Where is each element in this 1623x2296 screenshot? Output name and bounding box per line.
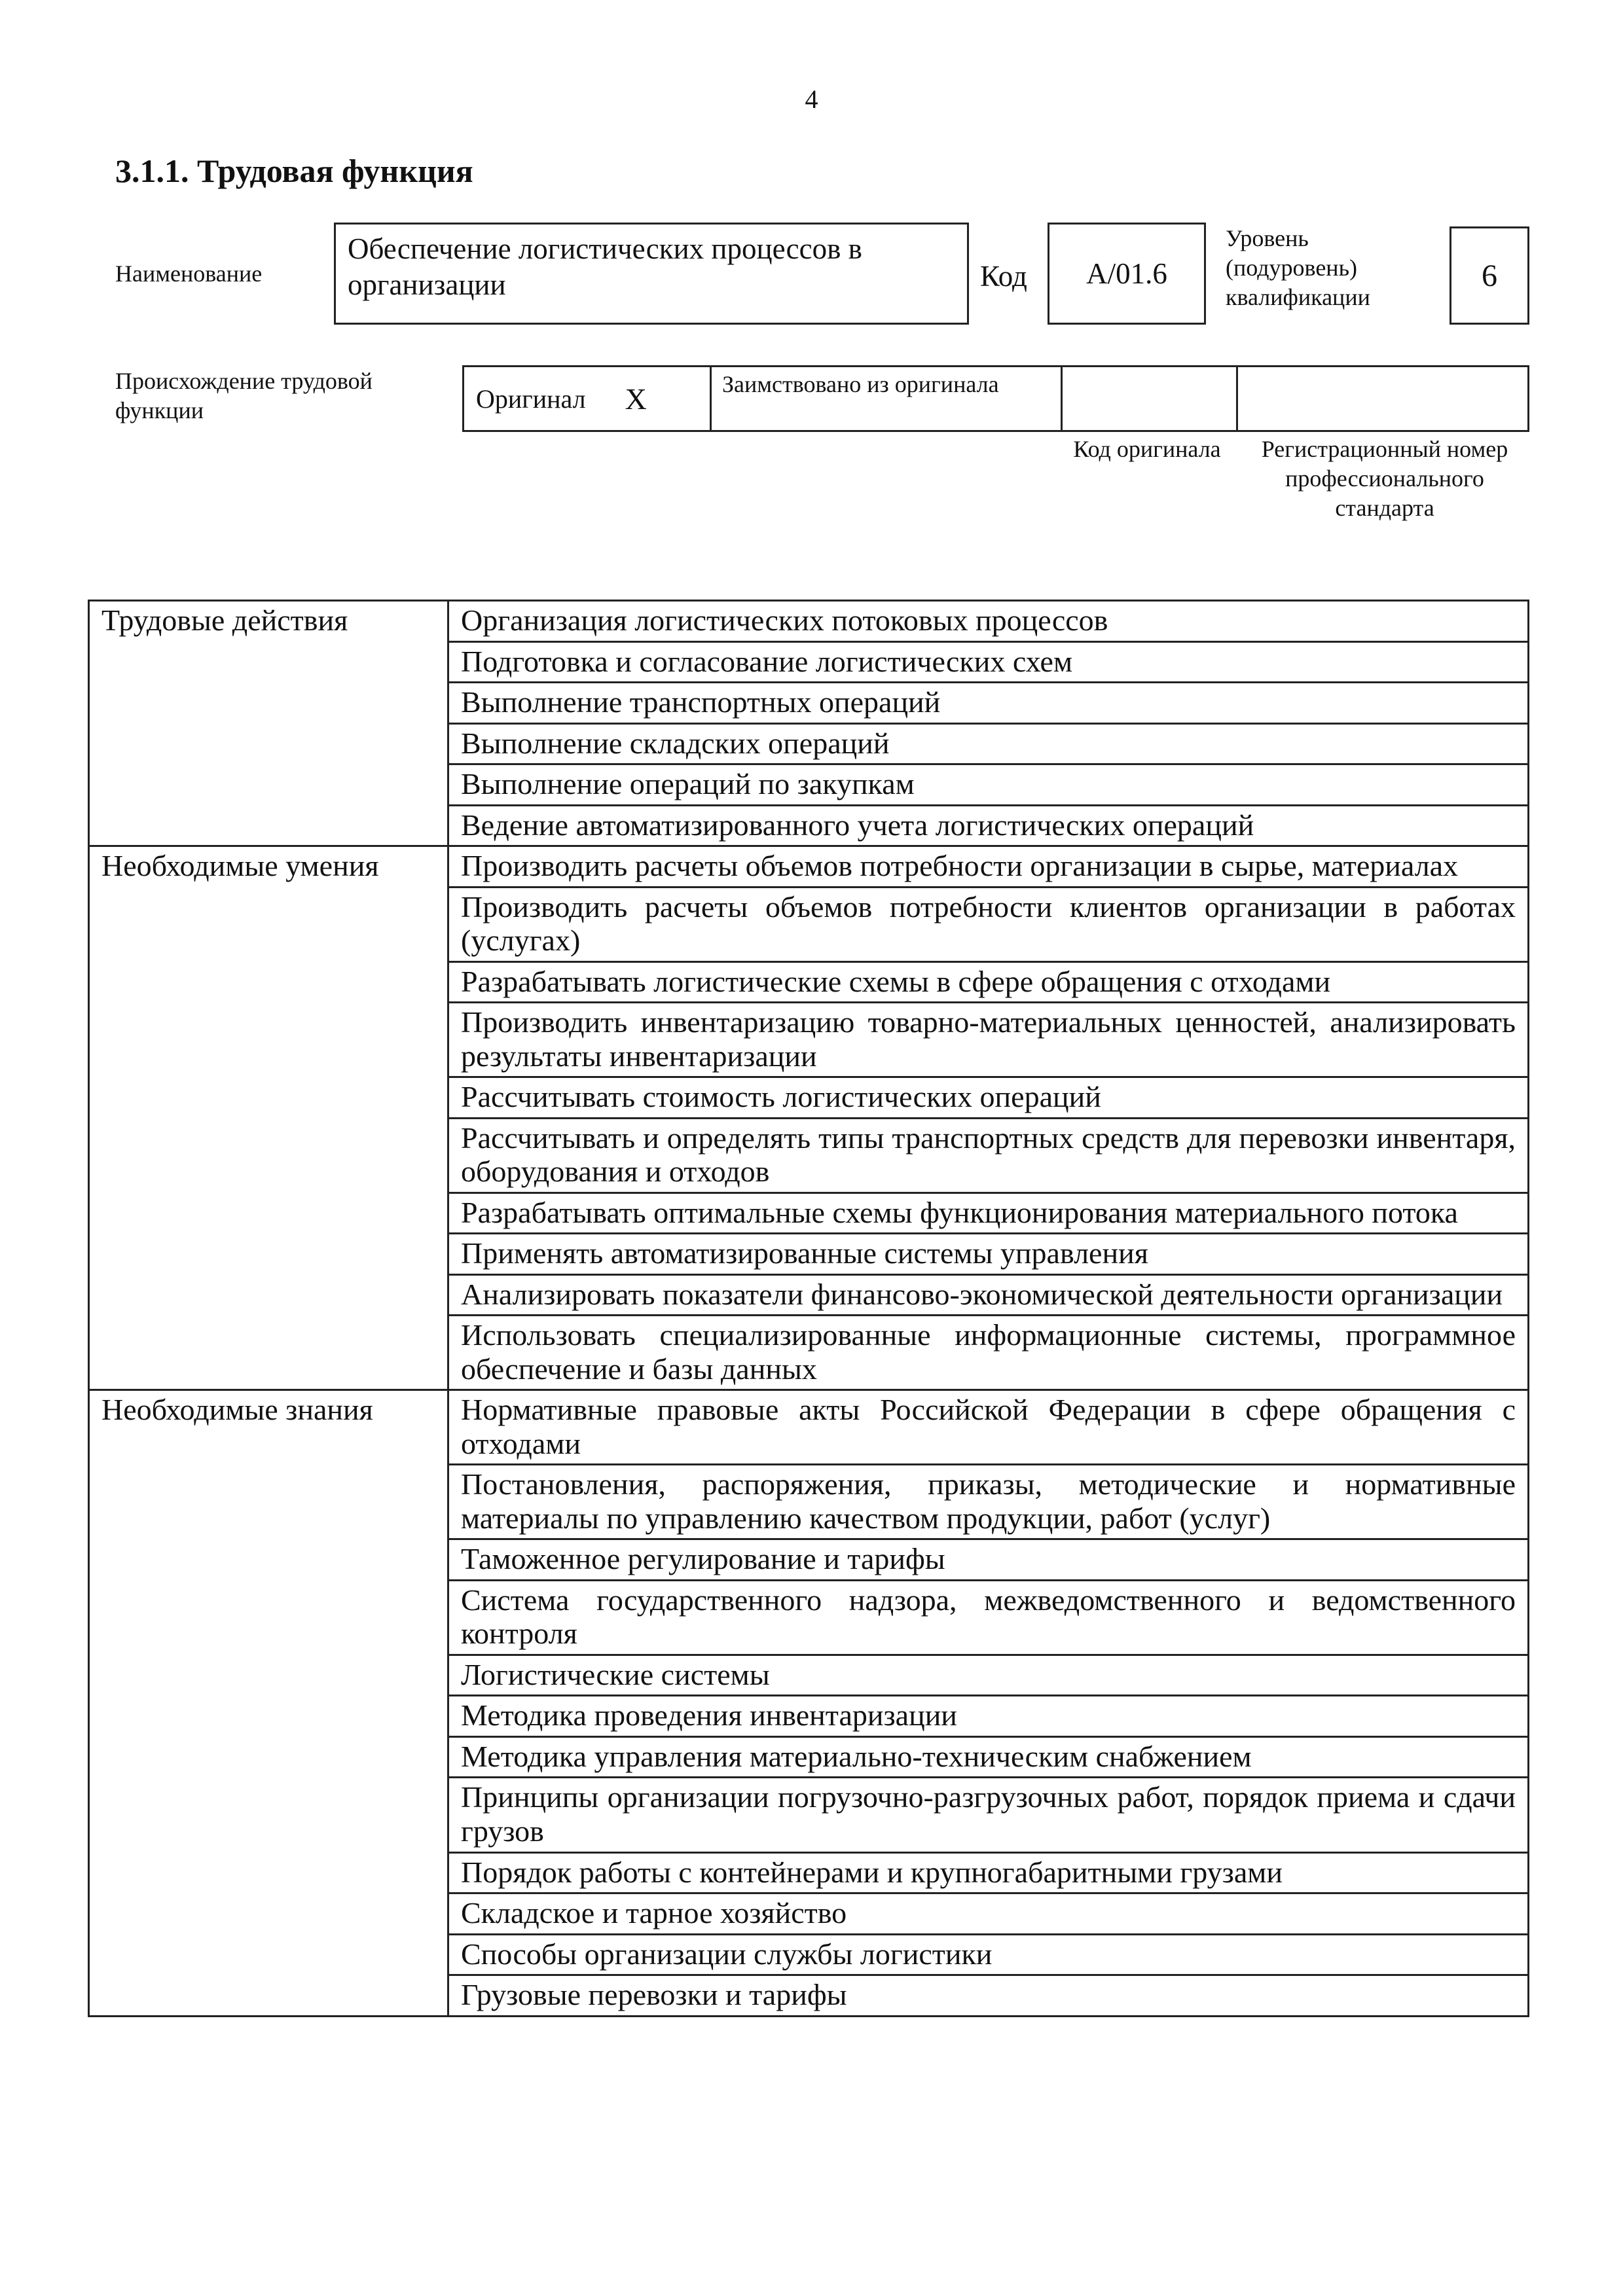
function-name-field: Обеспечение логистических процессов в организации <box>334 223 969 325</box>
section-item: Складское и тарное хозяйство <box>448 1893 1529 1935</box>
section-item: Использовать специализированные информационные системы, программное обеспечение и базы данных <box>448 1316 1529 1390</box>
origin-original-cell <box>464 367 712 430</box>
level-label: Уровень (подуровень) квалификации <box>1226 225 1370 310</box>
original-label: Оригинал <box>476 384 586 414</box>
section-item: Таможенное регулирование и тарифы <box>448 1539 1529 1581</box>
section-item: Подготовка и согласование логистических схем <box>448 641 1529 683</box>
section-item: Организация логистических потоковых процессов <box>448 601 1529 642</box>
borrowed-label: Заимствовано из оригинала <box>712 367 1063 430</box>
section-item: Выполнение складских операций <box>448 723 1529 764</box>
code-label: Код <box>980 260 1027 293</box>
origin-table <box>462 365 1529 432</box>
section-item: Логистические системы <box>448 1655 1529 1696</box>
section-heading: 3.1.1. Трудовая функция <box>115 152 473 189</box>
section-item: Производить расчеты объемов потребности клиентов организации в работах (услугах) <box>448 887 1529 961</box>
section-item: Ведение автоматизированного учета логистических операций <box>448 805 1529 846</box>
level-field: 6 <box>1450 226 1529 325</box>
section-item: Принципы организации погрузочно-разгрузочных работ, порядок приема и сдачи грузов <box>448 1778 1529 1852</box>
section-item: Производить расчеты объемов потребности организации в сырье, материалах <box>448 846 1529 888</box>
section-item: Разрабатывать оптимальные схемы функционирования материального потока <box>448 1193 1529 1234</box>
section-item: Рассчитывать стоимость логистических операций <box>448 1077 1529 1119</box>
section-item: Способы организации службы логистики <box>448 1934 1529 1975</box>
section-item: Рассчитывать и определять типы транспортных средств для перевозки инвентаря, оборудования и отходов <box>448 1118 1529 1193</box>
code-original-caption: Код оригинала <box>1073 436 1221 462</box>
origin-label: Происхождение трудовой функции <box>115 368 373 423</box>
section-item: Грузовые перевозки и тарифы <box>448 1975 1529 2017</box>
labor-function-table <box>88 600 1529 2017</box>
section-item: Система государственного надзора, межведомственного и ведомственного контроля <box>448 1580 1529 1655</box>
code-field: А/01.6 <box>1048 223 1206 325</box>
section-item: Методика управления материально-техническим снабжением <box>448 1736 1529 1778</box>
reg-number-caption: Регистрационный номер профессионального стандарта <box>1261 436 1508 521</box>
section-item: Производить инвентаризацию товарно-материальных ценностей, анализировать результаты инвентаризации <box>448 1003 1529 1077</box>
section-item: Постановления, распоряжения, приказы, методические и нормативные материалы по управлению качеством продукции, работ (услуг) <box>448 1465 1529 1539</box>
table-row <box>89 846 1529 888</box>
section-title: Необходимые знания <box>89 1390 448 2016</box>
section-item: Выполнение транспортных операций <box>448 683 1529 724</box>
section-item: Разрабатывать логистические схемы в сфере обращения с отходами <box>448 961 1529 1003</box>
section-title: Трудовые действия <box>89 601 448 846</box>
table-row <box>89 601 1529 642</box>
section-item: Нормативные правовые акты Российской Федерации в сфере обращения с отходами <box>448 1390 1529 1465</box>
page-number: 4 <box>805 84 818 114</box>
section-item: Выполнение операций по закупкам <box>448 764 1529 806</box>
name-label: Наименование <box>115 260 263 287</box>
section-item: Методика проведения инвентаризации <box>448 1696 1529 1737</box>
original-mark: Х <box>625 382 647 416</box>
origin-code-cell <box>1063 367 1238 430</box>
section-item: Порядок работы с контейнерами и крупногабаритными грузами <box>448 1852 1529 1893</box>
section-item: Анализировать показатели финансово-экономической деятельности организации <box>448 1274 1529 1316</box>
table-row <box>89 1390 1529 1465</box>
origin-reg-number-cell <box>1238 367 1527 430</box>
section-item: Применять автоматизированные системы управления <box>448 1234 1529 1275</box>
section-title: Необходимые умения <box>89 846 448 1390</box>
